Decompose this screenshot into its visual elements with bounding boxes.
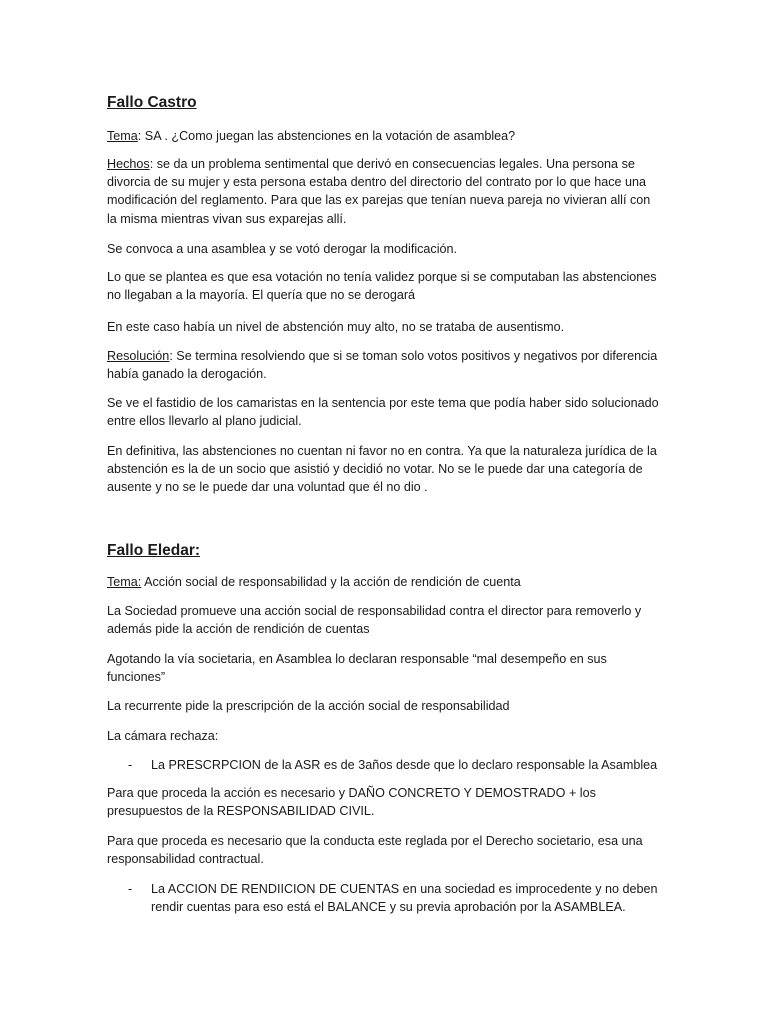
caso-paragraph: En este caso había un nivel de abstención muy alto, no se trataba de ausentismo.: [107, 320, 565, 334]
dash-bullet: -: [128, 882, 133, 896]
definitiva-paragraph: En definitiva, las abstenciones no cuentan ni favor no en contra. Ya que la naturaleza jurídica de la abstención es la de un socio que asistió y decidió no votar. No se le puede dar una categoría de ausente y no se le puede dar una voluntad que él no dio .: [107, 444, 657, 495]
eledar-tema-label: Tema:: [107, 575, 142, 589]
convoca-paragraph: Se convoca a una asamblea y se votó derogar la modificación.: [107, 242, 458, 256]
recurrente-paragraph: La recurrente pide la prescripción de la acción social de responsabilidad: [107, 699, 510, 713]
eledar-tema-text: Acción social de responsabilidad y la acción de rendición de cuenta: [141, 575, 521, 589]
bullet-text: La ACCION DE RENDIICION DE CUENTAS en una sociedad es improcedente y no deben rendir cuentas para eso está el BALANCE y su previa aprobación por la ASAMBLEA.: [151, 882, 658, 915]
heading-fallo-castro: Fallo Castro: [107, 94, 197, 111]
heading-fallo-eledar: Fallo Eledar:: [107, 542, 201, 559]
proceda1-paragraph: Para que proceda la acción es necesario y DAÑO CONCRETO Y DEMOSTRADO + los presupuestos de la RESPONSABILIDAD CIVIL.: [107, 786, 596, 819]
hechos-text: : se da un problema sentimental que derivó en consecuencias legales. Una persona se divorcia de su mujer y esta persona estaba dentro del directorio del contrato por lo que hace una modificación del reglamento. Para que las ex parejas que tenían nueva pareja no vivieran allí con la misma mientras vivan sus exparejas allí.: [107, 157, 651, 226]
agotando-paragraph: Agotando la vía societaria, en Asamblea lo declaran responsable “mal desempeño en sus funciones”: [107, 652, 607, 685]
tema-text: : SA . ¿Como juegan las abstenciones en la votación de asamblea?: [137, 129, 516, 143]
eledar-tema-paragraph: [107, 573, 662, 591]
hechos-paragraph: [107, 155, 662, 228]
dash-bullet: -: [128, 758, 133, 772]
sociedad-paragraph: La Sociedad promueve una acción social de responsabilidad contra el director para removerlo y además pide la acción de rendición de cuentas: [107, 604, 642, 637]
resolucion-paragraph: [107, 347, 662, 383]
fastidio-paragraph: Se ve el fastidio de los camaristas en la sentencia por este tema que podía haber sido solucionado entre ellos llevarlo al plano judicial.: [107, 396, 659, 429]
tema-paragraph: [107, 127, 662, 145]
resolucion-label: Resolución: [107, 349, 170, 363]
tema-label: Tema: [107, 129, 138, 143]
bullet-text: La PRESCRPCION de la ASR es de 3años desde que lo declaro responsable la Asamblea: [151, 758, 658, 772]
resolucion-text: : Se termina resolviendo que si se toman solo votos positivos y negativos por diferencia había ganado la derogación.: [107, 349, 658, 382]
hechos-label: Hechos: [107, 157, 150, 171]
camara-paragraph: La cámara rechaza:: [107, 729, 219, 743]
proceda2-paragraph: Para que proceda es necesario que la conducta este reglada por el Derecho societario, esa una responsabilidad contractual.: [107, 834, 643, 867]
plantea-paragraph: Lo que se plantea es que esa votación no tenía validez porque si se computaban las abstenciones no llegaban a la mayoría. El quería que no se derogará: [107, 270, 657, 303]
